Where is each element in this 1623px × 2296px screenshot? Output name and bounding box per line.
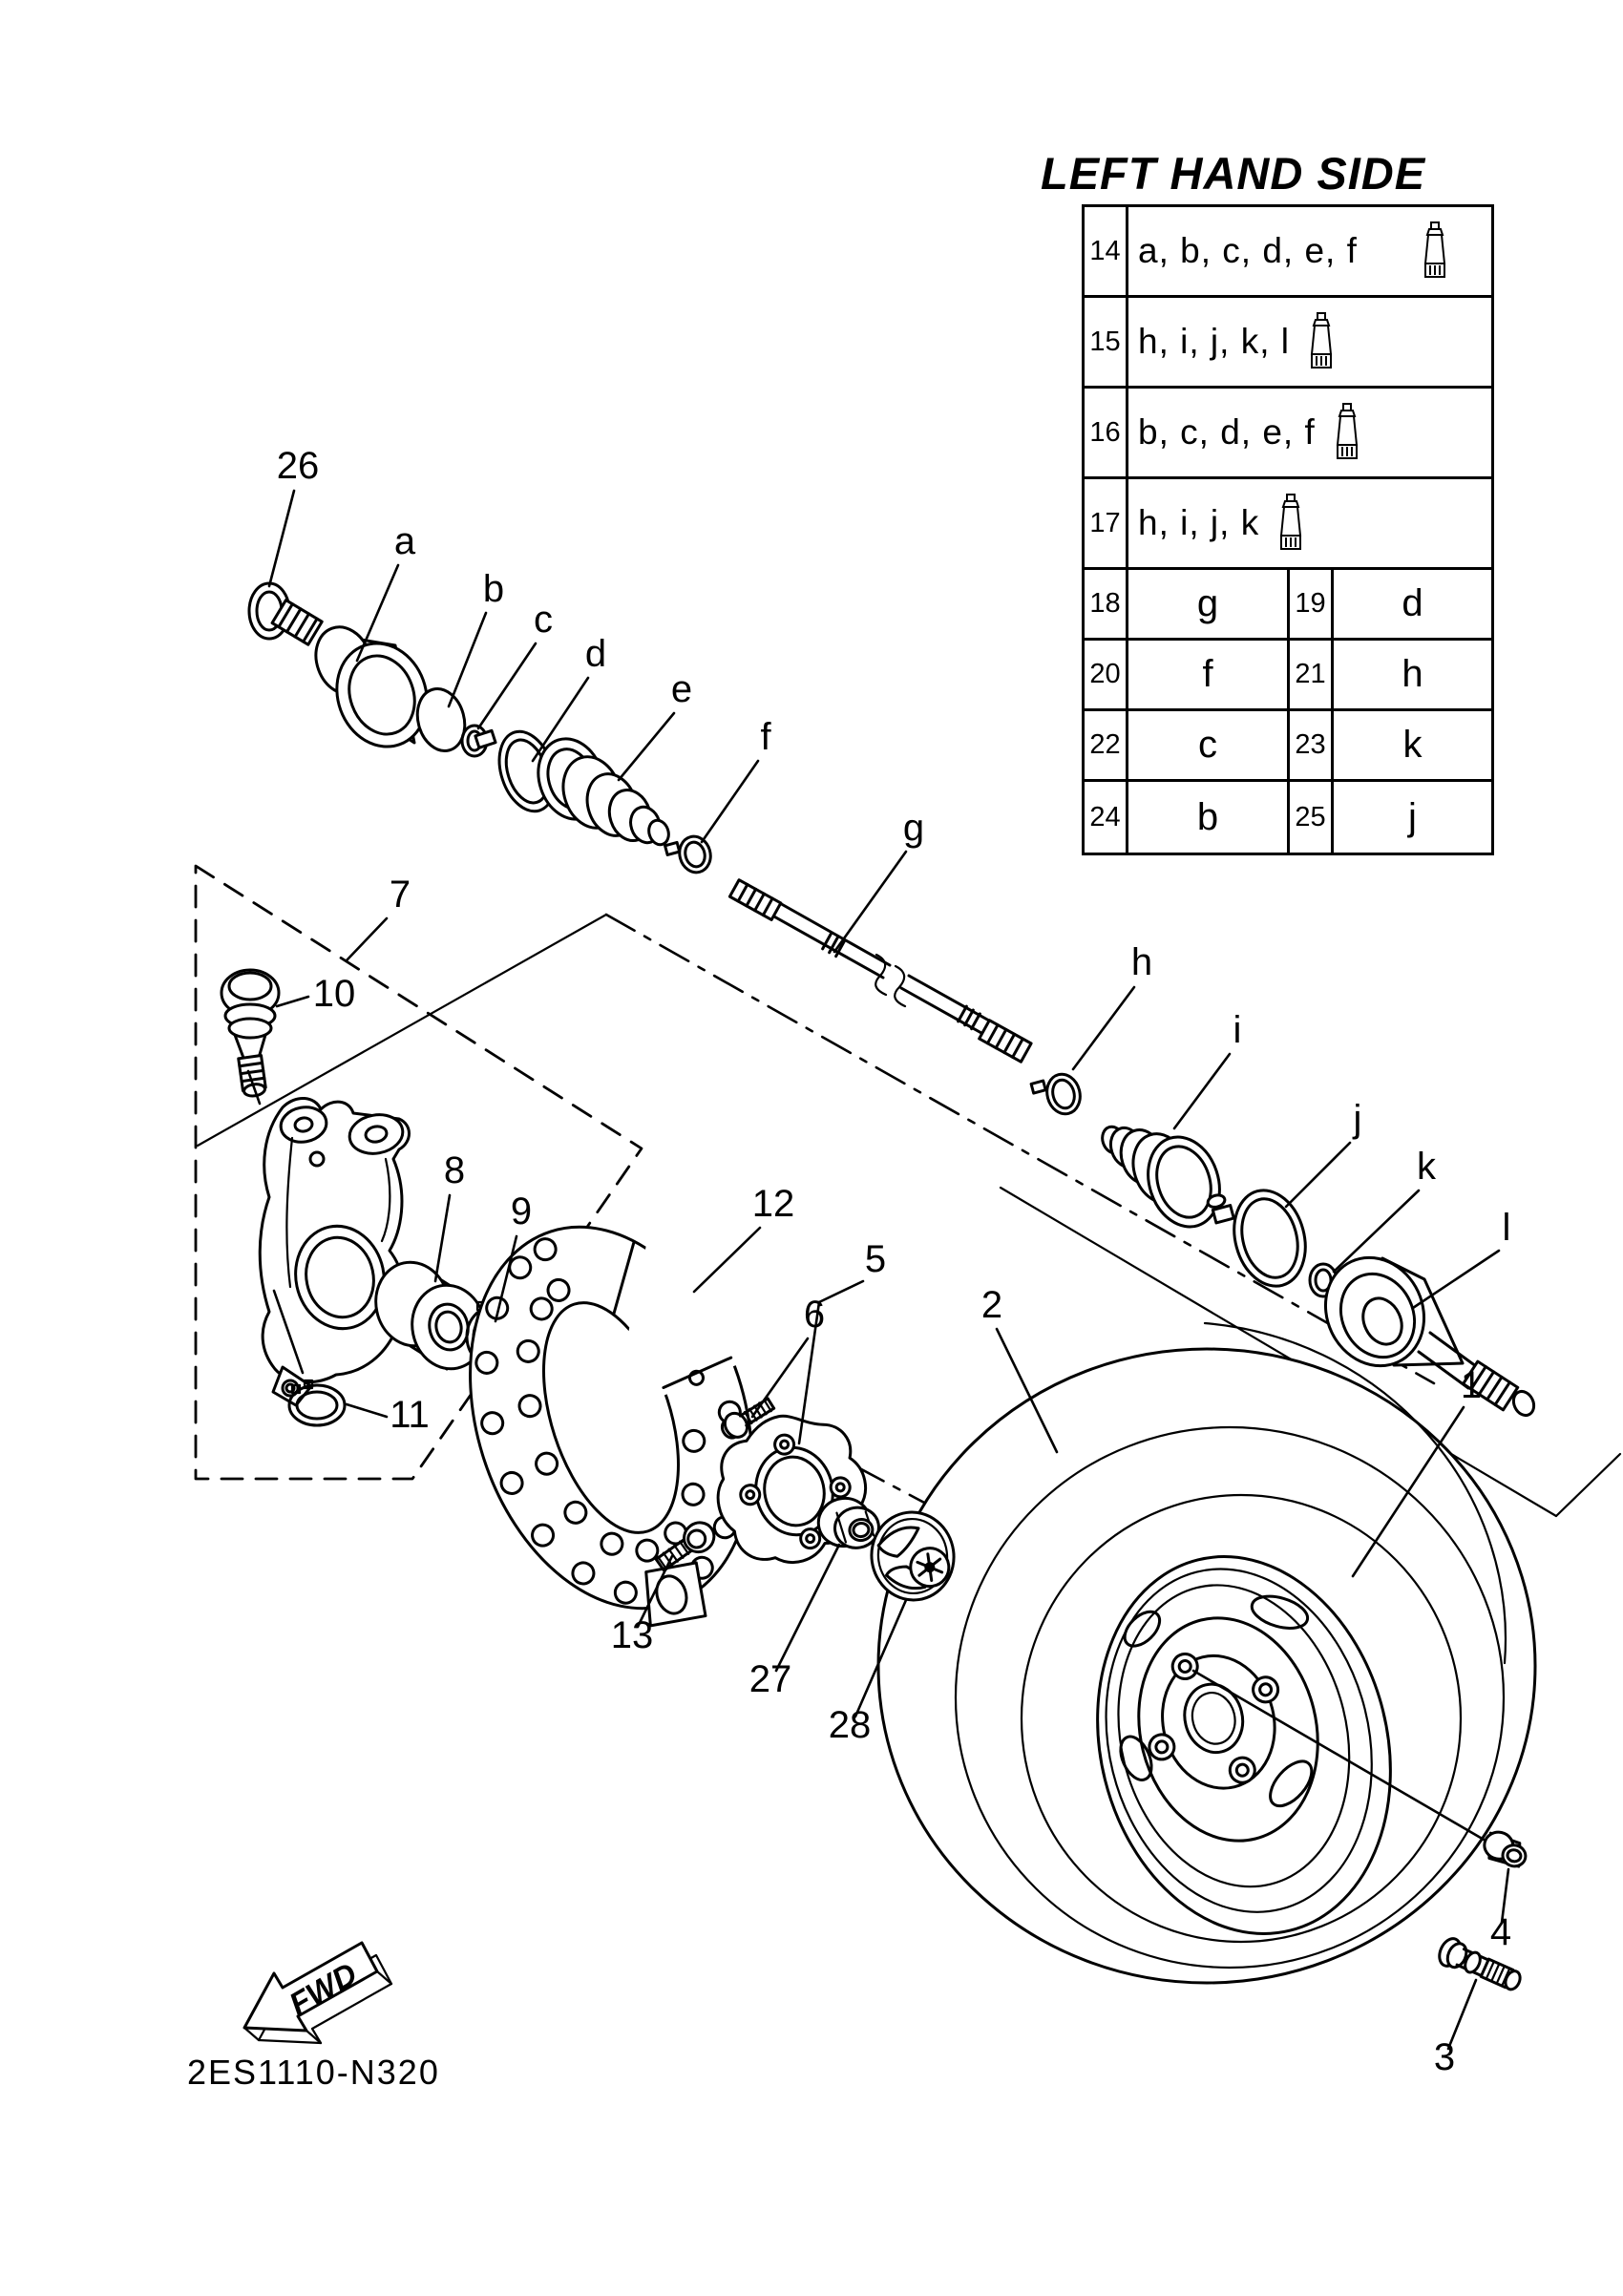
inner-cv-joint-a — [272, 600, 441, 760]
leader-line — [619, 713, 674, 780]
part-label-4: 4 — [1489, 1911, 1512, 1953]
lug-nut-4 — [1481, 1829, 1529, 1868]
row-number: 17 — [1085, 479, 1128, 567]
drive-shaft-g — [729, 880, 1031, 1063]
drawing-code: 2ES1110-N320 — [187, 2053, 440, 2092]
row-number: 14 — [1085, 207, 1128, 295]
table-row — [1085, 389, 1491, 479]
leader-line — [347, 918, 387, 960]
row-letter: k — [1402, 724, 1423, 766]
leader-line — [435, 1195, 450, 1281]
row-number: 24 — [1085, 782, 1128, 853]
grease-tube-icon — [1331, 402, 1363, 463]
part-label-a: a — [393, 520, 416, 562]
row-number: 23 — [1290, 711, 1334, 779]
row-letter: d — [1402, 582, 1423, 624]
part-label-7: 7 — [389, 874, 411, 916]
part-label-11: 11 — [390, 1394, 430, 1436]
leader-line — [347, 1404, 387, 1417]
part-label-l: l — [1502, 1207, 1511, 1249]
part-label-j: j — [1353, 1098, 1362, 1140]
table-row — [1085, 479, 1491, 570]
boot-band-f — [664, 833, 714, 879]
fwd-label: FWD — [283, 1955, 364, 2022]
tire-and-rim — [878, 1323, 1535, 1983]
table-row — [1085, 641, 1491, 711]
leader-line — [449, 613, 486, 706]
row-letter: h — [1402, 653, 1423, 695]
row-number: 22 — [1085, 711, 1128, 779]
row-number: 16 — [1085, 389, 1128, 476]
fwd-arrow-icon — [244, 1943, 391, 2043]
grease-tube-icon — [1275, 493, 1307, 554]
parts-table — [1082, 204, 1494, 855]
table-row — [1085, 570, 1491, 641]
leader-line — [702, 761, 758, 842]
row-letter: g — [1128, 570, 1290, 638]
leader-line — [269, 491, 294, 586]
part-label-2: 2 — [980, 1284, 1003, 1326]
part-label-1: 1 — [1460, 1364, 1483, 1406]
part-label-g: g — [902, 807, 925, 849]
leader-line — [277, 997, 308, 1006]
boot-band-h — [1031, 1070, 1085, 1121]
row-letter: c — [1128, 711, 1290, 779]
part-label-e: e — [670, 668, 693, 710]
row-number: 18 — [1085, 570, 1128, 638]
row-letter: f — [1128, 641, 1290, 708]
row-letters: h, i, j, k — [1128, 479, 1491, 567]
part-label-27: 27 — [748, 1658, 792, 1700]
leader-line — [1174, 1054, 1230, 1128]
row-letter: b — [1128, 782, 1290, 853]
part-label-h: h — [1130, 941, 1153, 983]
part-label-12: 12 — [751, 1183, 795, 1225]
table-row — [1085, 782, 1491, 853]
leader-line — [776, 1545, 839, 1671]
table-row — [1085, 298, 1491, 389]
part-label-c: c — [534, 599, 553, 641]
part-label-3: 3 — [1433, 2036, 1456, 2078]
part-label-9: 9 — [510, 1190, 533, 1232]
row-letters: h, i, j, k, l — [1128, 298, 1491, 386]
part-label-28: 28 — [828, 1704, 872, 1746]
part-label-i: i — [1233, 1009, 1242, 1051]
part-label-6: 6 — [803, 1294, 826, 1336]
leader-line — [834, 852, 906, 952]
row-number: 15 — [1085, 298, 1128, 386]
row-number: 19 — [1290, 570, 1334, 638]
cv-boot-i — [1099, 1124, 1231, 1236]
table-row — [1085, 711, 1491, 782]
part-label-k: k — [1417, 1146, 1436, 1188]
row-letters: a, b, c, d, e, f — [1128, 207, 1491, 295]
row-letter: j — [1408, 795, 1417, 838]
part-label-26: 26 — [276, 445, 320, 487]
part-label-13: 13 — [610, 1614, 654, 1656]
part-label-5: 5 — [864, 1238, 887, 1280]
part-label-b: b — [482, 568, 505, 610]
part-label-d: d — [584, 633, 607, 675]
leader-line — [1073, 987, 1134, 1069]
part-label-10: 10 — [312, 973, 356, 1015]
leader-line — [1286, 1143, 1350, 1207]
grease-tube-icon — [1305, 311, 1338, 372]
row-number: 20 — [1085, 641, 1128, 708]
row-number: 21 — [1290, 641, 1334, 708]
row-letters: b, c, d, e, f — [1128, 389, 1491, 476]
page-title: LEFT HAND SIDE — [1041, 148, 1426, 199]
cv-boot-e — [528, 730, 671, 848]
grease-tube-icon — [1419, 221, 1451, 282]
table-row — [1085, 207, 1491, 298]
row-number: 25 — [1290, 782, 1334, 853]
leader-line — [478, 643, 536, 728]
part-label-f: f — [760, 716, 771, 758]
part-label-8: 8 — [443, 1149, 466, 1191]
steering-knuckle-7 — [260, 1098, 409, 1405]
